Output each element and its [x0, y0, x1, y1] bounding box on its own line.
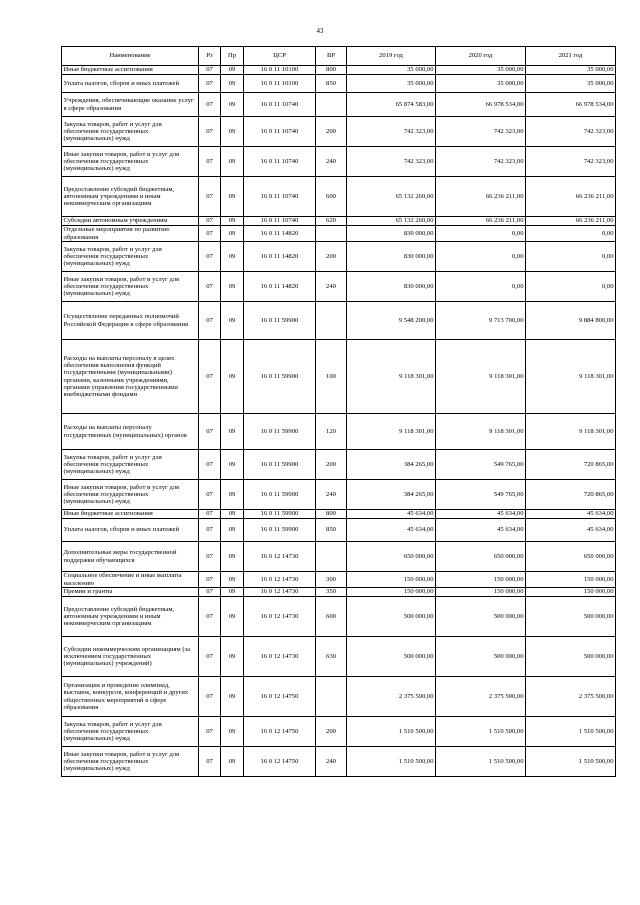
cell-pr: 09 [221, 226, 244, 242]
cell-csr: 16 0 11 14820 [244, 226, 316, 242]
header-2020: 2020 год [436, 47, 526, 66]
cell-2021: 500 000,00 [526, 597, 616, 637]
cell-name: Субсидии некоммерческим организациям (за исключением государственных (муниципальных) учреждений) [62, 637, 199, 677]
cell-2021: 9 884 800,00 [526, 302, 616, 340]
cell-2019: 650 000,00 [347, 542, 436, 572]
cell-name: Предоставление субсидий бюджетным, автономным учреждениям и иным некоммерческим организациям [62, 597, 199, 637]
cell-vr: 350 [316, 588, 347, 597]
cell-2019: 1 510 500,00 [347, 717, 436, 747]
cell-rz: 07 [199, 637, 221, 677]
cell-vr: 240 [316, 480, 347, 510]
cell-csr: 16 0 12 14730 [244, 572, 316, 588]
cell-pr: 09 [221, 542, 244, 572]
cell-csr: 16 0 12 14730 [244, 588, 316, 597]
cell-name: Отдельные мероприятия по развитию образования [62, 226, 199, 242]
cell-pr: 09 [221, 717, 244, 747]
cell-2020: 150 000,00 [436, 588, 526, 597]
cell-2021: 66 236 211,00 [526, 177, 616, 217]
cell-pr: 09 [221, 302, 244, 340]
cell-name: Предоставление субсидий бюджетным, автономным учреждениям и иным некоммерческим организациям [62, 177, 199, 217]
cell-2020: 0,00 [436, 226, 526, 242]
cell-2021: 0,00 [526, 272, 616, 302]
table-row [62, 542, 616, 572]
cell-name: Расходы на выплаты персоналу государственных (муниципальных) органов [62, 414, 199, 450]
cell-2020: 45 634,00 [436, 510, 526, 519]
cell-2021: 742 323,00 [526, 147, 616, 177]
cell-rz: 07 [199, 93, 221, 117]
cell-pr: 09 [221, 637, 244, 677]
cell-name: Иные закупки товаров, работ и услуг для обеспечения государственных (муниципальных) нужд [62, 147, 199, 177]
cell-vr: 800 [316, 66, 347, 75]
cell-vr: 120 [316, 414, 347, 450]
cell-2021: 45 634,00 [526, 510, 616, 519]
cell-vr: 600 [316, 597, 347, 637]
cell-vr: 800 [316, 510, 347, 519]
cell-rz: 07 [199, 588, 221, 597]
cell-2021: 2 375 500,00 [526, 677, 616, 717]
cell-2019: 9 118 301,00 [347, 414, 436, 450]
cell-name: Организация и проведение олимпиад, выставок, конкурсов, конференций и других общественных мероприятий в сфере образования [62, 677, 199, 717]
cell-2020: 650 000,00 [436, 542, 526, 572]
cell-csr: 16 0 12 14730 [244, 597, 316, 637]
cell-name: Социальное обеспечение и иные выплаты населению [62, 572, 199, 588]
cell-rz: 07 [199, 450, 221, 480]
table-row [62, 677, 616, 717]
cell-2020: 742 323,00 [436, 117, 526, 147]
cell-vr: 100 [316, 340, 347, 414]
cell-name: Закупка товаров, работ и услуг для обеспечения государственных (муниципальных) нужд [62, 117, 199, 147]
budget-table [61, 46, 616, 777]
cell-rz: 07 [199, 597, 221, 637]
table-row [62, 75, 616, 93]
cell-name: Иные закупки товаров, работ и услуг для обеспечения государственных (муниципальных) нужд [62, 272, 199, 302]
cell-2020: 9 118 301,00 [436, 414, 526, 450]
cell-pr: 09 [221, 677, 244, 717]
header-row [62, 47, 616, 66]
cell-name: Уплата налогов, сборов и иных платежей [62, 519, 199, 542]
cell-csr: 16 0 11 10740 [244, 177, 316, 217]
cell-2019: 500 000,00 [347, 597, 436, 637]
cell-2019: 65 874 583,00 [347, 93, 436, 117]
cell-name: Иные бюджетные ассигнования [62, 510, 199, 519]
cell-2021: 9 118 301,00 [526, 340, 616, 414]
table-row [62, 588, 616, 597]
cell-vr: 200 [316, 450, 347, 480]
cell-rz: 07 [199, 414, 221, 450]
table-row [62, 572, 616, 588]
cell-name: Субсидии автономным учреждениям [62, 217, 199, 226]
cell-vr: 200 [316, 117, 347, 147]
cell-vr: 240 [316, 272, 347, 302]
cell-name: Иные бюджетные ассигнования [62, 66, 199, 75]
cell-2021: 720 865,00 [526, 450, 616, 480]
cell-rz: 07 [199, 75, 221, 93]
cell-pr: 09 [221, 747, 244, 777]
cell-2019: 9 118 301,00 [347, 340, 436, 414]
table-row [62, 717, 616, 747]
cell-2020: 500 000,00 [436, 597, 526, 637]
header-rz: Рз [199, 47, 221, 66]
cell-2021: 35 000,00 [526, 66, 616, 75]
table-row [62, 597, 616, 637]
cell-2020: 45 634,00 [436, 519, 526, 542]
cell-vr: 600 [316, 177, 347, 217]
table-row [62, 450, 616, 480]
cell-2020: 0,00 [436, 242, 526, 272]
cell-csr: 16 0 12 14750 [244, 677, 316, 717]
table-row [62, 302, 616, 340]
cell-name: Уплата налогов, сборов и иных платежей [62, 75, 199, 93]
cell-rz: 07 [199, 117, 221, 147]
cell-2019: 150 000,00 [347, 588, 436, 597]
cell-csr: 16 0 12 14730 [244, 542, 316, 572]
table-row [62, 66, 616, 75]
cell-vr: 850 [316, 75, 347, 93]
cell-2021: 150 000,00 [526, 588, 616, 597]
cell-2021: 500 000,00 [526, 637, 616, 677]
cell-2019: 2 375 500,00 [347, 677, 436, 717]
cell-csr: 16 0 11 10740 [244, 117, 316, 147]
cell-vr [316, 542, 347, 572]
cell-name: Дополнительные меры государственной поддержки обучающихся [62, 542, 199, 572]
cell-2021: 0,00 [526, 226, 616, 242]
cell-2020: 549 765,00 [436, 480, 526, 510]
cell-2019: 1 510 500,00 [347, 747, 436, 777]
cell-vr [316, 302, 347, 340]
cell-csr: 16 0 12 14730 [244, 637, 316, 677]
cell-rz: 07 [199, 480, 221, 510]
cell-2021: 66 236 211,00 [526, 217, 616, 226]
header-pr: Пр [221, 47, 244, 66]
cell-2019: 35 000,00 [347, 66, 436, 75]
cell-2021: 9 118 301,00 [526, 414, 616, 450]
cell-pr: 09 [221, 93, 244, 117]
table-row [62, 480, 616, 510]
cell-2020: 9 713 700,00 [436, 302, 526, 340]
cell-name: Закупка товаров, работ и услуг для обеспечения государственных (муниципальных) нужд [62, 242, 199, 272]
table-row [62, 340, 616, 414]
cell-rz: 07 [199, 226, 221, 242]
cell-csr: 16 0 12 14750 [244, 717, 316, 747]
cell-2021: 0,00 [526, 242, 616, 272]
cell-csr: 16 0 11 59900 [244, 340, 316, 414]
cell-vr: 300 [316, 572, 347, 588]
cell-rz: 07 [199, 542, 221, 572]
cell-2021: 35 000,00 [526, 75, 616, 93]
cell-pr: 09 [221, 117, 244, 147]
cell-csr: 16 0 11 10100 [244, 66, 316, 75]
cell-pr: 09 [221, 272, 244, 302]
cell-vr: 240 [316, 147, 347, 177]
cell-pr: 09 [221, 217, 244, 226]
cell-2019: 742 323,00 [347, 147, 436, 177]
table-row [62, 226, 616, 242]
cell-csr: 16 0 12 14750 [244, 747, 316, 777]
cell-2019: 35 000,00 [347, 75, 436, 93]
cell-2019: 45 634,00 [347, 519, 436, 542]
cell-csr: 16 0 11 10740 [244, 217, 316, 226]
cell-pr: 09 [221, 572, 244, 588]
cell-vr [316, 226, 347, 242]
cell-2021: 742 323,00 [526, 117, 616, 147]
cell-2020: 66 236 211,00 [436, 217, 526, 226]
cell-2020: 0,00 [436, 272, 526, 302]
cell-pr: 09 [221, 75, 244, 93]
cell-csr: 16 0 11 14820 [244, 272, 316, 302]
table-row [62, 117, 616, 147]
cell-rz: 07 [199, 177, 221, 217]
cell-pr: 09 [221, 519, 244, 542]
page-number: 43 [316, 27, 324, 35]
cell-rz: 07 [199, 747, 221, 777]
cell-2020: 2 375 500,00 [436, 677, 526, 717]
header-vr: ВР [316, 47, 347, 66]
cell-2019: 830 000,00 [347, 226, 436, 242]
header-csr: ЦСР [244, 47, 316, 66]
cell-vr [316, 677, 347, 717]
cell-2020: 500 000,00 [436, 637, 526, 677]
cell-vr: 620 [316, 217, 347, 226]
table-row [62, 510, 616, 519]
cell-name: Иные закупки товаров, работ и услуг для обеспечения государственных (муниципальных) нужд [62, 747, 199, 777]
cell-vr: 630 [316, 637, 347, 677]
cell-2019: 150 000,00 [347, 572, 436, 588]
cell-2019: 830 000,00 [347, 242, 436, 272]
table-row [62, 637, 616, 677]
cell-pr: 09 [221, 147, 244, 177]
table-row [62, 272, 616, 302]
header-name: Наименование [62, 47, 199, 66]
cell-2020: 35 000,00 [436, 75, 526, 93]
cell-rz: 07 [199, 302, 221, 340]
cell-pr: 09 [221, 340, 244, 414]
table-row [62, 93, 616, 117]
cell-csr: 16 0 11 59900 [244, 450, 316, 480]
cell-vr: 240 [316, 747, 347, 777]
table-row [62, 414, 616, 450]
cell-pr: 09 [221, 242, 244, 272]
cell-2020: 35 000,00 [436, 66, 526, 75]
cell-2020: 66 236 211,00 [436, 177, 526, 217]
cell-csr: 16 0 11 14820 [244, 242, 316, 272]
cell-2019: 9 548 200,00 [347, 302, 436, 340]
cell-2019: 742 323,00 [347, 117, 436, 147]
cell-name: Иные закупки товаров, работ и услуг для обеспечения государственных (муниципальных) нужд [62, 480, 199, 510]
cell-2021: 1 510 500,00 [526, 717, 616, 747]
cell-pr: 09 [221, 177, 244, 217]
table-row [62, 747, 616, 777]
table-row [62, 242, 616, 272]
cell-2019: 384 265,00 [347, 480, 436, 510]
cell-rz: 07 [199, 677, 221, 717]
cell-name: Расходы на выплаты персоналу в целях обеспечения выполнения функций государственными (муниципальными) органами, казенными учреждениями, органами управления государственными внебюджетными фондами [62, 340, 199, 414]
header-2021: 2021 год [526, 47, 616, 66]
cell-2020: 1 510 500,00 [436, 747, 526, 777]
cell-name: Закупка товаров, работ и услуг для обеспечения государственных (муниципальных) нужд [62, 717, 199, 747]
cell-vr [316, 93, 347, 117]
cell-pr: 09 [221, 66, 244, 75]
cell-2020: 742 323,00 [436, 147, 526, 177]
cell-csr: 16 0 11 10100 [244, 75, 316, 93]
cell-rz: 07 [199, 147, 221, 177]
cell-name: Премии и гранты [62, 588, 199, 597]
cell-2021: 66 978 534,00 [526, 93, 616, 117]
cell-pr: 09 [221, 510, 244, 519]
cell-pr: 09 [221, 597, 244, 637]
cell-name: Учреждения, обеспечивающие оказание услуг в сфере образования [62, 93, 199, 117]
cell-2021: 150 000,00 [526, 572, 616, 588]
cell-pr: 09 [221, 588, 244, 597]
cell-csr: 16 0 11 59900 [244, 414, 316, 450]
cell-csr: 16 0 11 10740 [244, 147, 316, 177]
cell-pr: 09 [221, 414, 244, 450]
cell-rz: 07 [199, 217, 221, 226]
cell-2020: 1 510 500,00 [436, 717, 526, 747]
cell-rz: 07 [199, 66, 221, 75]
header-2019: 2019 год [347, 47, 436, 66]
cell-rz: 07 [199, 510, 221, 519]
cell-2021: 1 510 500,00 [526, 747, 616, 777]
cell-csr: 16 0 11 59900 [244, 480, 316, 510]
cell-2020: 549 765,00 [436, 450, 526, 480]
cell-rz: 07 [199, 519, 221, 542]
cell-vr: 200 [316, 717, 347, 747]
cell-2021: 45 634,00 [526, 519, 616, 542]
table-row [62, 177, 616, 217]
cell-2021: 650 000,00 [526, 542, 616, 572]
cell-pr: 09 [221, 450, 244, 480]
cell-csr: 16 0 11 59900 [244, 519, 316, 542]
cell-name: Осуществление переданных полномочий Российской Федерации в сфере образования [62, 302, 199, 340]
cell-rz: 07 [199, 340, 221, 414]
cell-name: Закупка товаров, работ и услуг для обеспечения государственных (муниципальных) нужд [62, 450, 199, 480]
cell-2019: 65 132 260,00 [347, 177, 436, 217]
cell-rz: 07 [199, 242, 221, 272]
cell-rz: 07 [199, 717, 221, 747]
cell-2019: 45 634,00 [347, 510, 436, 519]
table-row [62, 519, 616, 542]
cell-vr: 850 [316, 519, 347, 542]
cell-vr: 200 [316, 242, 347, 272]
cell-csr: 16 0 11 10740 [244, 93, 316, 117]
cell-2020: 66 978 534,00 [436, 93, 526, 117]
table-body [62, 66, 616, 777]
cell-rz: 07 [199, 572, 221, 588]
cell-2019: 65 132 260,00 [347, 217, 436, 226]
table-row [62, 217, 616, 226]
cell-rz: 07 [199, 272, 221, 302]
cell-2019: 384 265,00 [347, 450, 436, 480]
table-row [62, 147, 616, 177]
cell-2019: 830 000,00 [347, 272, 436, 302]
cell-2021: 720 865,00 [526, 480, 616, 510]
cell-csr: 16 0 11 59900 [244, 302, 316, 340]
cell-2020: 9 118 301,00 [436, 340, 526, 414]
cell-pr: 09 [221, 480, 244, 510]
cell-csr: 16 0 11 59900 [244, 510, 316, 519]
cell-2019: 500 000,00 [347, 637, 436, 677]
cell-2020: 150 000,00 [436, 572, 526, 588]
